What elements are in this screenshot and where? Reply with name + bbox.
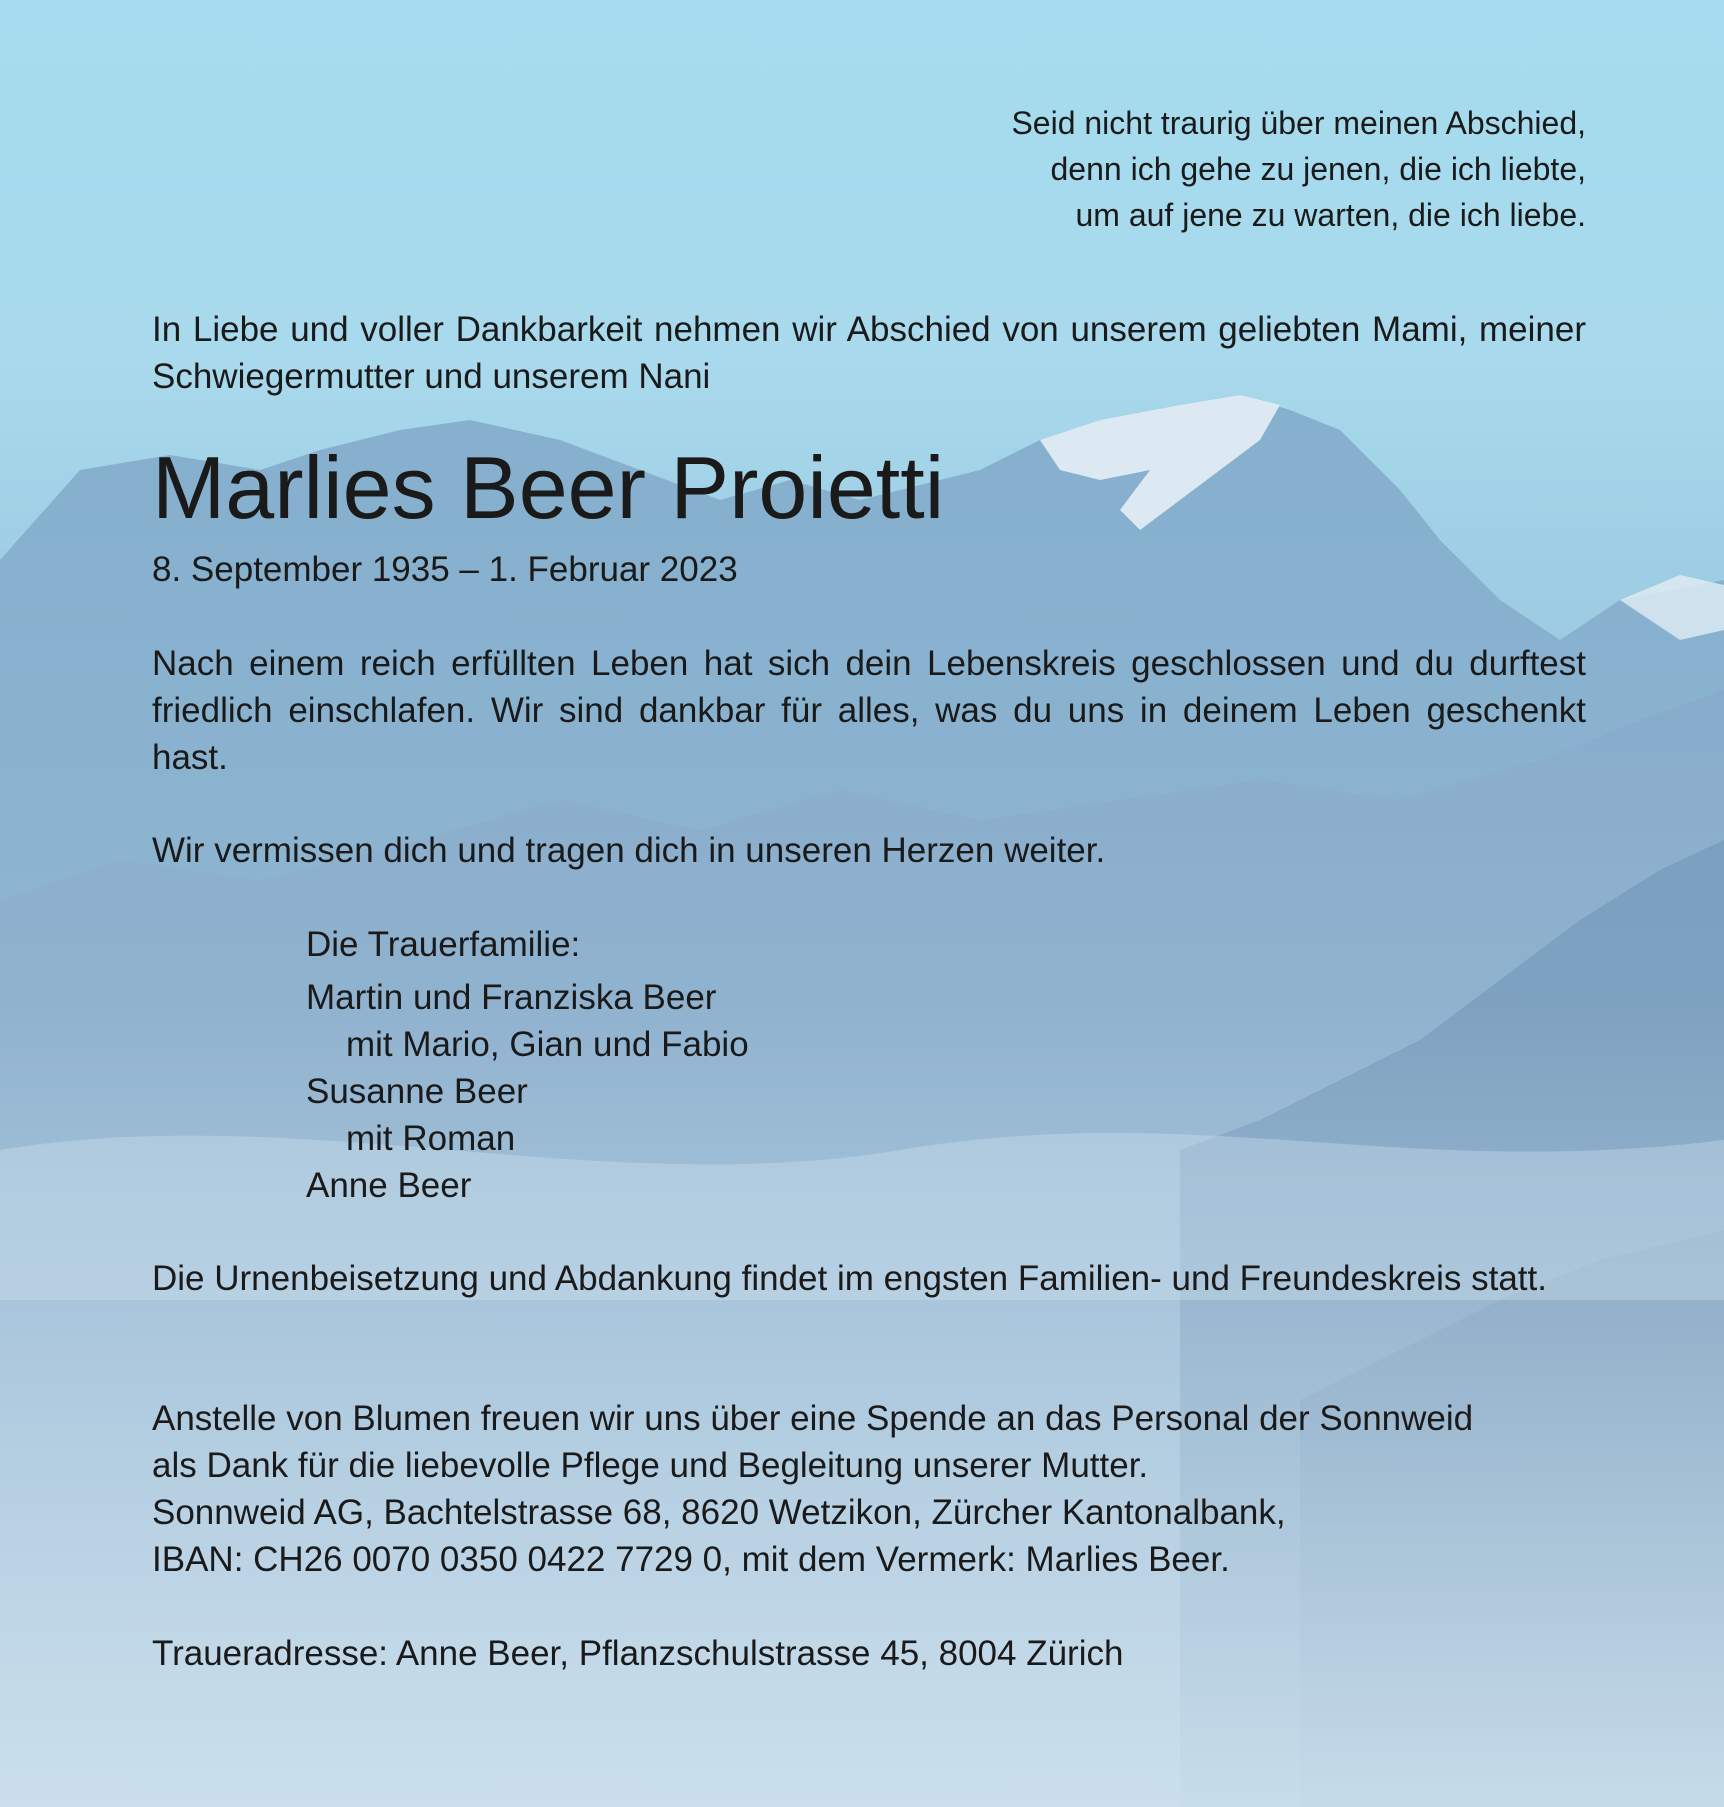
donation-line: Anstelle von Blumen freuen wir uns über eine Spende an das Personal der Sonnweid	[152, 1399, 1474, 1438]
family-member: mit Mario, Gian und Fabio	[346, 1025, 749, 1064]
family-heading: Die Trauerfamilie:	[306, 925, 581, 964]
motto-quote	[686, 100, 1586, 238]
donation-line: Sonnweid AG, Bachtelstrasse 68, 8620 Wetzikon, Zürcher Kantonalbank,	[152, 1493, 1286, 1532]
motto-line: um auf jene zu warten, die ich liebe.	[1075, 197, 1586, 233]
address-line: Traueradresse: Anne Beer, Pflanzschulstrasse 45, 8004 Zürich	[152, 1634, 1124, 1673]
family-member: mit Roman	[346, 1119, 516, 1158]
family-member: Martin und Franziska Beer	[306, 978, 717, 1017]
life-dates: 8. September 1935 – 1. Februar 2023	[152, 550, 738, 589]
motto-line: denn ich gehe zu jenen, die ich liebte,	[1050, 151, 1586, 187]
donation-line: IBAN: CH26 0070 0350 0422 7729 0, mit dem Vermerk: Marlies Beer.	[152, 1540, 1230, 1579]
paragraph-miss: Wir vermissen dich und tragen dich in unseren Herzen weiter.	[152, 831, 1106, 870]
deceased-name: Marlies Beer Proietti	[152, 438, 945, 537]
donation-info	[152, 1395, 1586, 1583]
paragraph-ceremony: Die Urnenbeisetzung und Abdankung findet im engsten Familien- und Freundeskreis statt.	[152, 1259, 1547, 1298]
mourning-address	[152, 1630, 1586, 1677]
mourning-family	[306, 921, 749, 1209]
intro-text: In Liebe und voller Dankbarkeit nehmen wir Abschied von unserem geliebten Mami, meiner Schwiegermutter und unserem Nani	[152, 310, 1586, 396]
donation-line: als Dank für die liebevolle Pflege und Begleitung unserer Mutter.	[152, 1446, 1149, 1485]
family-member: Susanne Beer	[306, 1072, 528, 1111]
family-member: Anne Beer	[306, 1166, 472, 1205]
paragraph-life: Nach einem reich erfüllten Leben hat sich dein Lebenskreis geschlossen und du durftest friedlich einschlafen. Wir sind dankbar für alles, was du uns in deinem Leben geschenkt hast.	[152, 644, 1586, 777]
motto-line: Seid nicht traurig über meinen Abschied,	[1011, 105, 1586, 141]
